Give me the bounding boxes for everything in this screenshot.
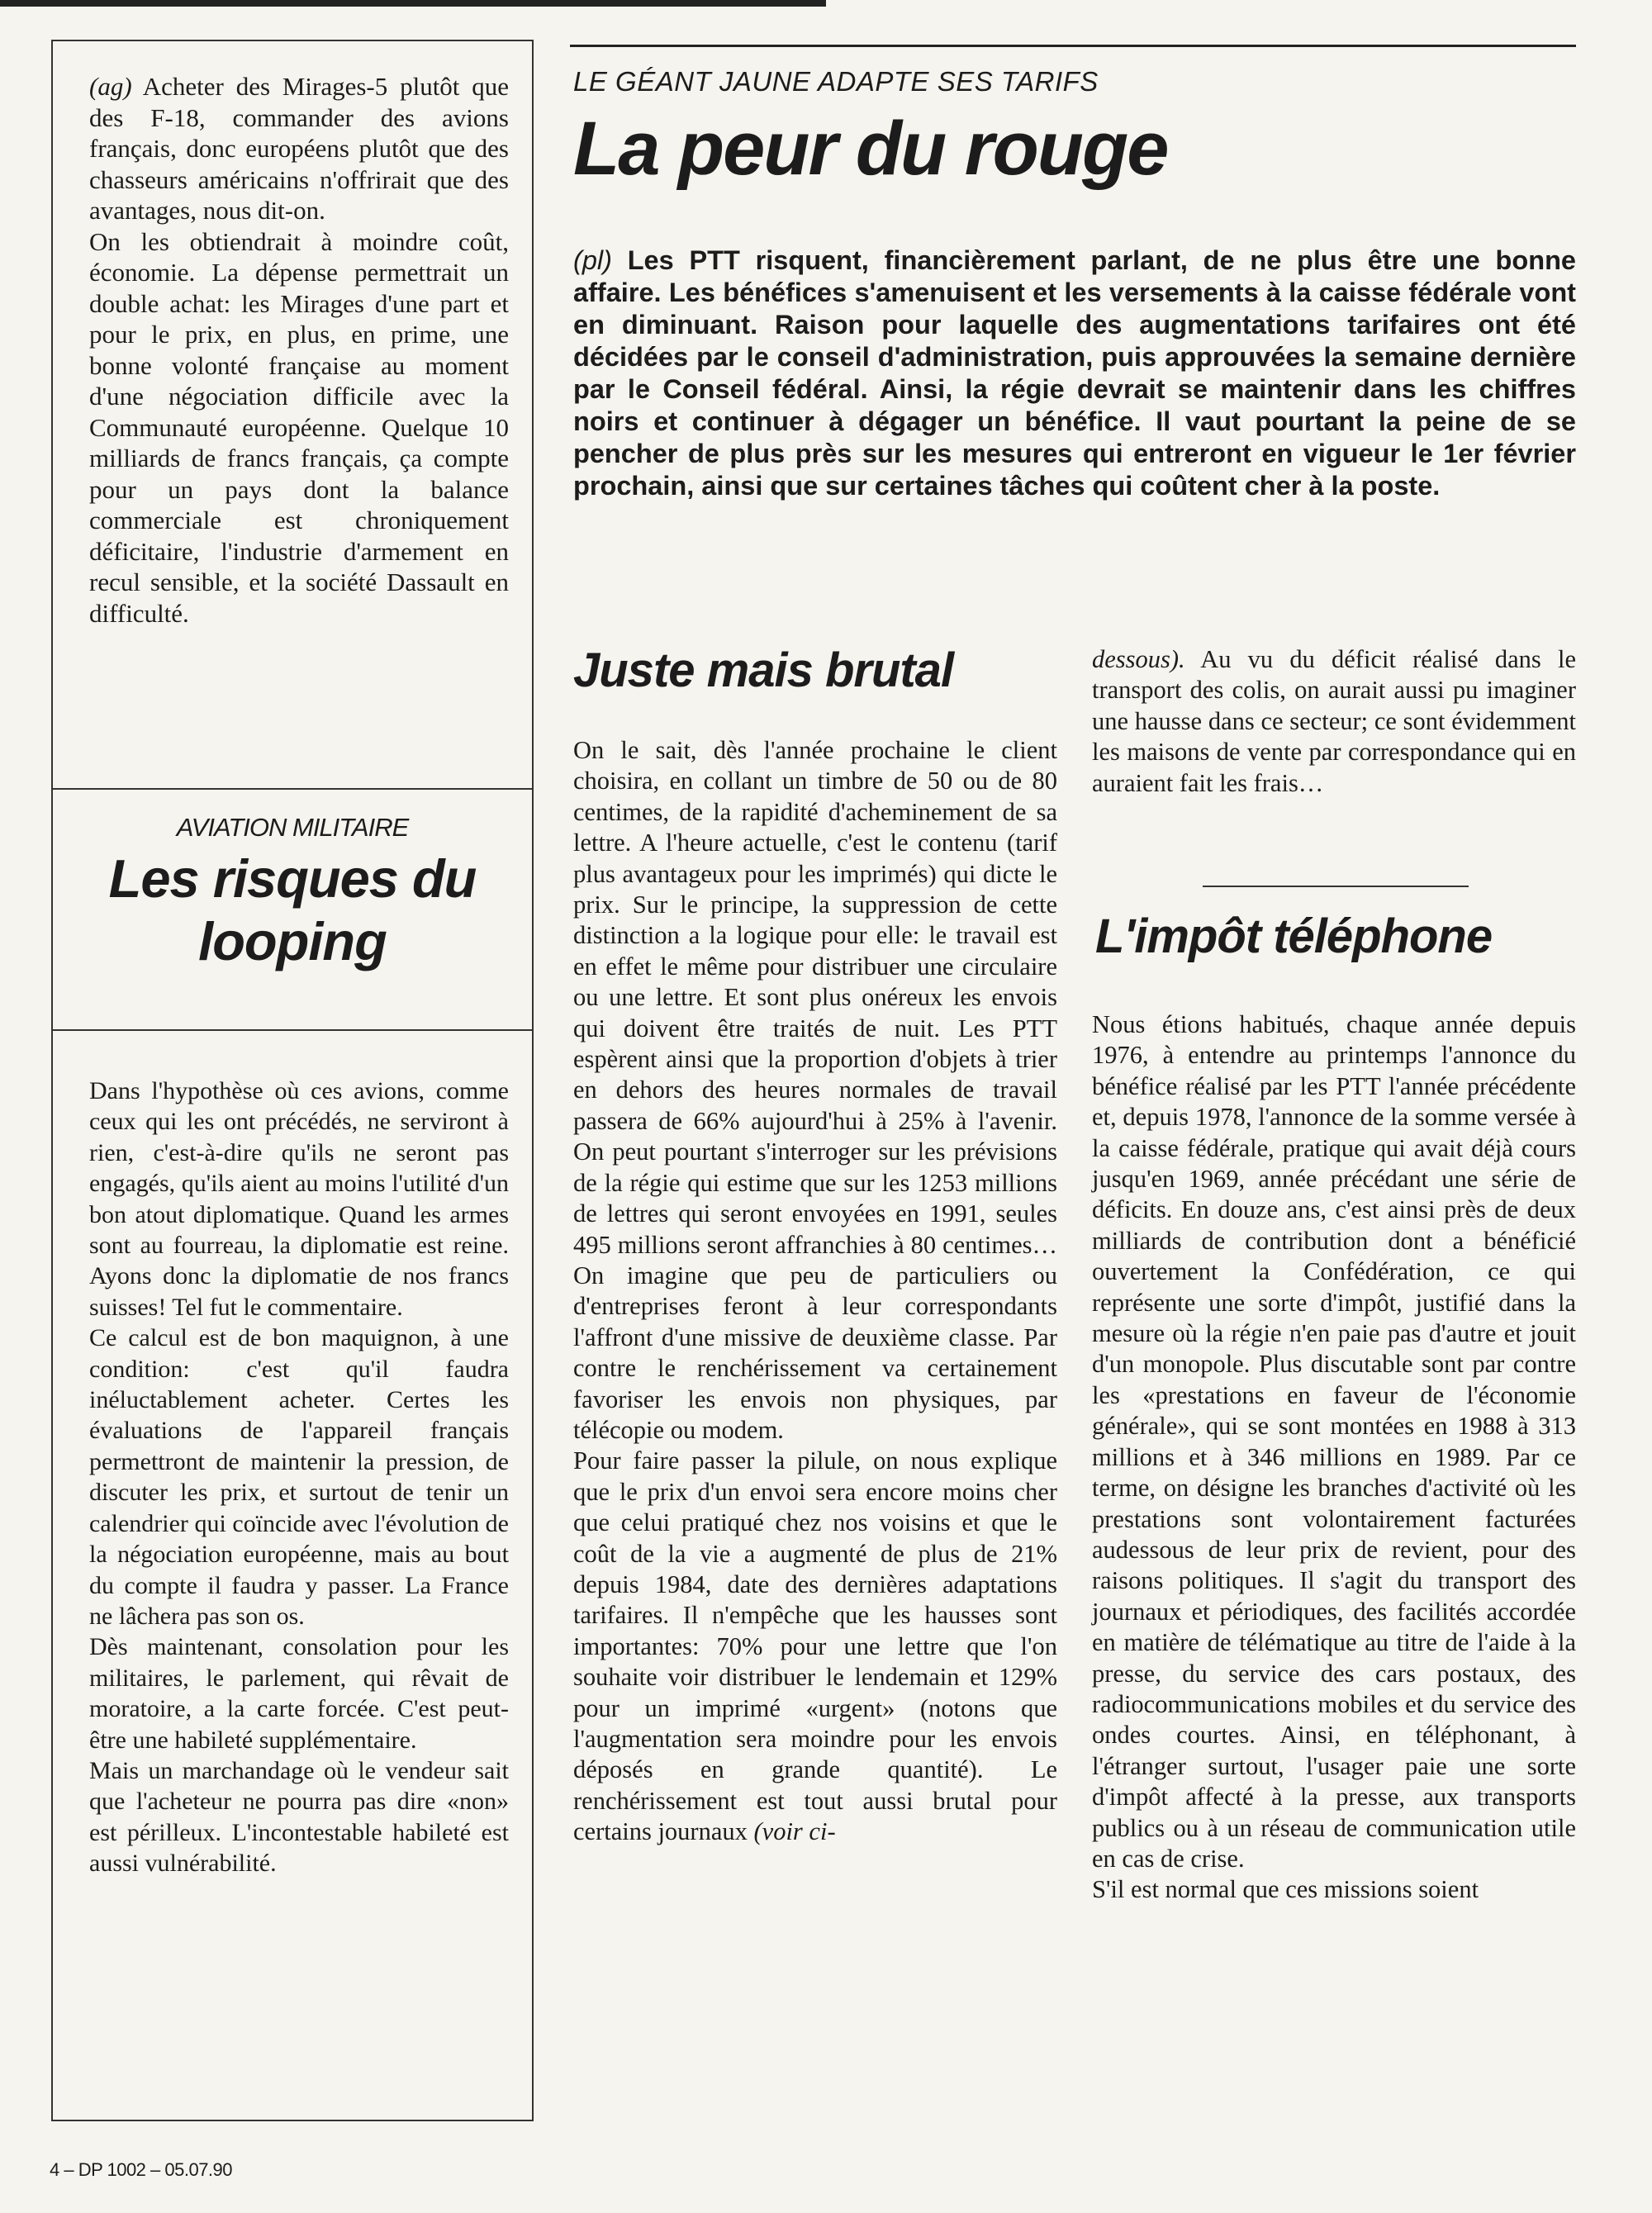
lead-text: Les PTT risquent, financièrement parlant, de ne plus être une bonne affaire. Les bénéfices s'amenuisent et les versements à la caisse fédérale vont en diminuant. Raison pour laquelle des augmentations tarifaires ont été décidées par le conseil d'administration, puis approuvées la semaine dernière par le Conseil fédéral. Ainsi, la régie devrait se maintenir dans les chiffres noirs et continuer à dégager un bénéfice. Il vaut pourtant la peine de se pencher de plus près sur les mesures qui entreront en vigueur le 1er février prochain, ainsi que sur certaines tâches qui coûtent cher à la poste. bbox=[573, 245, 1576, 501]
article-lead bbox=[573, 245, 1576, 502]
article-paragraph: Nous étions habitués, chaque année depuis 1976, à entendre au printemps l'annonce du bénéfice réalisé par les PTT l'année précédente et, depuis 1978, l'annonce de la somme versée à la caisse fédérale, pratique qui avait déjà cours jusqu'en 1969, année précédant une série de déficits. En douze ans, c'est ainsi près de deux milliards de contribution dont a bénéficié ouvertement la Confédération, ce qui représente une sorte d'impôt, justifié dans la mesure où la régie n'en paie pas d'autre et jouit d'un monopole. Plus discutable sont par contre les «prestations en faveur de l'économie générale», qui se sont montées en 1988 à 313 millions et à 346 millions en 1989. Par ce terme, on désigne les branches d'activité où les prestations sont volontairement facturées audessous de leur prix de revient, pour des raisons politiques. Il s'agit du transport des journaux et périodiques, des facilités accordée en matière de télématique au titre de l'aide à la presse, du service des cars postaux, des radiocommunications mobiles et du service des ondes courtes. Ainsi, en téléphonant, à l'étranger surtout, l'usager paie une sorte d'impôt affecté à la presse, aux transports publics ou à un réseau de communication utile en cas de crise. bbox=[1092, 1010, 1576, 1873]
author-initials: (pl) bbox=[573, 245, 612, 275]
sidebar-headline-block bbox=[53, 788, 532, 1031]
sidebar-bottom-text bbox=[89, 1076, 509, 1879]
sidebar-paragraph: Dans l'hypothèse où ces avions, comme ceux qui les ont précédés, ne serviront à rien, c'est-à-dire qu'ils ne seront pas engagés, qu'ils aient au moins l'utilité d'un bon atout diplomatique. Quand les armes sont au fourreau, la diplomatie est reine. Ayons donc la diplomatie de nos francs suisses! Tel fut le commentaire. bbox=[89, 1077, 509, 1321]
sidebar-paragraph: On les obtiendrait à moindre coût, économie. La dépense permettrait un double achat: les Mirages d'une part et pour le prix, en plus, en prime, une bonne volonté française au moment d'une négociation difficile avec la Communauté européenne. Quelque 10 milliards de francs français, ça compte pour un pays dont la balance commerciale est chroniquement déficitaire, l'industrie d'armement en recul sensible, et la société Dassault en difficulté. bbox=[89, 226, 509, 628]
sidebar-headline bbox=[53, 848, 532, 973]
article-column-middle bbox=[573, 735, 1057, 1848]
article-paragraph: On le sait, dès l'année prochaine le client choisira, en collant un timbre de 50 ou de 80 centimes, de la rapidité d'acheminement de sa lettre. A l'heure actuelle, c'est le contenu (tarif plus avantageux pour les imprimés) qui dicte le prix. Sur le principe, la suppression de cette distinction a la logique pour elle: le travail est en effet le même pour distribuer une circulaire ou une lettre. Et sont plus onéreux les envois qui doivent être traités de nuit. Les PTT espèrent ainsi que la proportion d'objets à trier en dehors des heures normales de travail passera de 66% aujourd'hui à 25% à l'avenir. On peut pourtant s'interroger sur les prévisions de la régie qui estime que sur les 1253 millions de lettres qui seront envoyées en 1991, seules 495 millions seront affranchies à 80 centimes… On imagine que peu de particuliers ou d'entreprises feront à leur correspondants l'affront d'une missive de deuxième classe. Par contre le renchérissement va certainement favoriser les envois non physiques, par télécopie ou modem. bbox=[573, 736, 1057, 1444]
headline-line: Les risques du bbox=[108, 848, 477, 909]
sidebar-box bbox=[51, 40, 534, 2121]
paragraph-text: Acheter des Mirages-5 plutôt que des F-18, commander des avions français, donc européens plutôt que des chasseurs américains n'offrirait que des avantages, nous dit-on. bbox=[89, 72, 509, 225]
sidebar-kicker: AVIATION MILITAIRE bbox=[176, 813, 409, 842]
section-divider bbox=[1203, 886, 1469, 887]
subhead-impot-telephone: L'impôt téléphone bbox=[1095, 909, 1493, 963]
top-edge-rule bbox=[0, 0, 826, 7]
article-paragraph bbox=[573, 1446, 1057, 1847]
article-top-rule bbox=[570, 45, 1576, 47]
article-headline: La peur du rouge bbox=[573, 107, 1168, 191]
sidebar-paragraph: Dès maintenant, consolation pour les militaires, le parlement, qui rêvait de moratoire, a la carte forcée. C'est peut-être une habileté supplémentaire. bbox=[89, 1633, 509, 1754]
page-folio: 4 – DP 1002 – 05.07.90 bbox=[50, 2159, 233, 2180]
sidebar-paragraph: Mais un marchandage où le vendeur sait que l'acheteur ne pourra pas dire «non» est périlleux. L'incontestable habileté est aussi vulnérabilité. bbox=[89, 1756, 509, 1878]
sidebar-paragraph bbox=[89, 71, 509, 226]
article-paragraph: S'il est normal que ces missions soient bbox=[1092, 1875, 1479, 1904]
paragraph-text: Au vu du déficit réalisé dans le transport des colis, on aurait aussi pu imaginer une hausse dans ce secteur; ce sont évidemment les maisons de vente par correspondance qui en auraient fait les frais… bbox=[1092, 645, 1576, 797]
cross-reference: dessous). bbox=[1092, 645, 1185, 673]
headline-line: looping bbox=[198, 911, 387, 971]
article-kicker: LE GÉANT JAUNE ADAPTE SES TARIFS bbox=[573, 66, 1099, 97]
article-column-right bbox=[1092, 644, 1576, 799]
paragraph-text: Pour faire passer la pilule, on nous explique que le prix d'un envoi sera encore moins cher que celui pratiqué chez nos voisins et que le coût de la vie a augmenté de plus de 21% depuis 1984, date des dernières adaptations tarifaires. Il n'empêche que les hausses sont importantes: 70% pour une lettre que l'on souhaite voir distribuer le lendemain et 129% pour un imprimé «urgent» (notons que l'augmentation sera moindre pour les envois déposés en grande quantité). Le renchérissement est tout aussi brutal pour certains journaux bbox=[573, 1446, 1057, 1846]
article-paragraph bbox=[1092, 644, 1576, 799]
sidebar-top-text bbox=[89, 71, 509, 629]
cross-reference: (voir ci- bbox=[747, 1817, 836, 1846]
author-initials: (ag) bbox=[89, 72, 132, 101]
sidebar-paragraph: Ce calcul est de bon maquignon, à une condition: c'est qu'il faudra inéluctablement acheter. Certes les évaluations de l'appareil français permettront de maintenir la pression, de discuter les prix, et surtout de tenir un calendrier qui coïncide avec l'évolution de la négociation européenne, mais au bout du compte il faudra y passer. La France ne lâchera pas son os. bbox=[89, 1324, 509, 1630]
article-column-right-lower bbox=[1092, 1009, 1576, 1906]
subhead-juste-mais-brutal: Juste mais brutal bbox=[573, 643, 954, 697]
